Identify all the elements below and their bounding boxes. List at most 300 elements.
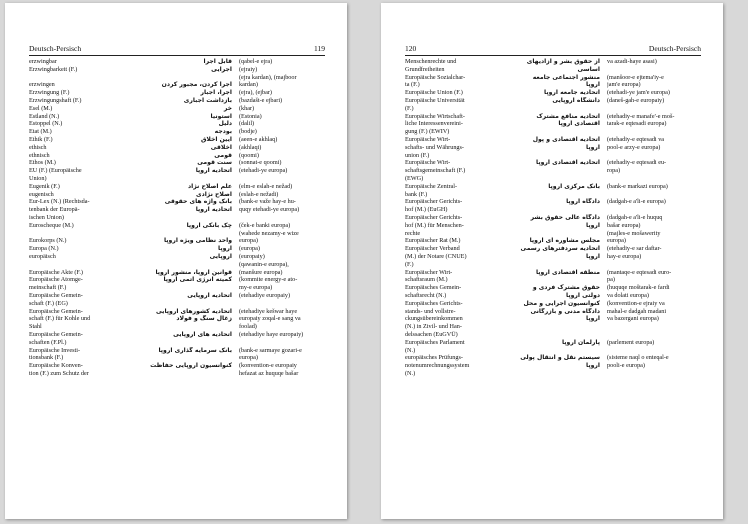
persian-term <box>136 222 232 230</box>
german-term-line: (F.) <box>405 104 414 112</box>
persian-term <box>508 183 600 191</box>
german-term <box>405 245 505 268</box>
transliteration <box>607 269 705 285</box>
transliteration <box>239 66 331 82</box>
transliteration-line: (sonnat-e qoomi) <box>239 159 282 167</box>
persian-term <box>136 120 232 128</box>
dictionary-entry <box>405 97 701 113</box>
transliteration <box>607 159 705 175</box>
german-term <box>405 214 505 237</box>
transliteration-line: va bazergani europa) <box>607 315 659 323</box>
persian-term-line: دلیل <box>218 120 232 128</box>
persian-term-line: اروپایی <box>209 253 232 260</box>
german-term <box>29 183 133 191</box>
persian-term <box>136 331 232 339</box>
persian-term <box>508 269 600 277</box>
dictionary-entry <box>405 89 701 97</box>
dictionary-entry <box>29 167 325 183</box>
persian-term-line: اتحادیه سردفترهای رسمی <box>520 245 600 253</box>
persian-term <box>136 362 232 370</box>
german-term <box>29 253 133 261</box>
german-term <box>405 237 505 245</box>
transliteration-line: (akhlaqi) <box>239 143 262 151</box>
german-term-line: Europäische Atomge- <box>29 276 83 284</box>
persian-term-line: اتحادیه های اروپایی <box>173 331 232 338</box>
transliteration-line: (wahede nezamy-e wize <box>239 229 299 237</box>
persian-term-line: اجرا، اجبار <box>200 89 232 97</box>
persian-term <box>136 269 232 277</box>
dictionary-entry <box>405 300 701 339</box>
left-page-title: Deutsch-Persisch <box>29 44 82 53</box>
german-term <box>405 113 505 136</box>
persian-term <box>508 136 600 152</box>
transliteration-line: (dalil) <box>239 120 255 128</box>
transliteration-line: (bank-e markazi europa) <box>607 182 668 190</box>
transliteration-line: europa) <box>239 354 258 362</box>
german-term-line: Europäische Wirt- <box>405 159 451 167</box>
german-term <box>29 167 133 183</box>
transliteration <box>239 89 331 97</box>
persian-term <box>508 113 600 129</box>
transliteration <box>239 81 331 89</box>
german-term-line: (N.) <box>405 346 416 354</box>
german-term-line: Europäische Wirtschaft- <box>405 112 465 120</box>
persian-term-line: اجرایی <box>211 65 232 73</box>
transliteration <box>239 292 331 300</box>
transliteration-line: (europaiy) <box>239 253 265 260</box>
persian-term <box>136 198 232 214</box>
transliteration-line: (etehadiye haye europaiy) <box>239 331 304 338</box>
persian-term-line: حقوق مشترک فردی و <box>532 284 600 292</box>
transliteration-line: (qoomi) <box>239 151 259 159</box>
transliteration <box>607 136 705 152</box>
dictionary-entry <box>29 362 325 378</box>
persian-term-line: زغال سنگ و فولاد <box>176 315 232 323</box>
transliteration-line: (etehadiye europaiy) <box>239 292 291 299</box>
german-term-line: EU (F.) (Europäische <box>29 167 82 175</box>
transliteration <box>607 183 705 191</box>
transliteration <box>239 347 331 363</box>
dictionary-entry <box>29 347 325 363</box>
persian-term-line: دادگاه عالی حقوق بشر <box>530 214 600 221</box>
transliteration <box>239 120 331 128</box>
transliteration-line: (Estonia) <box>239 112 262 120</box>
persian-term <box>136 237 232 245</box>
german-term <box>29 222 133 230</box>
persian-term <box>508 74 600 90</box>
transliteration-line: (sisteme naql o enteqal-e <box>607 354 669 362</box>
german-term-line: meinschaft (F.) <box>29 284 67 292</box>
transliteration-line: (manšure europa) <box>239 268 283 276</box>
transliteration <box>239 167 331 175</box>
transliteration-line: (eslah-e nežadi) <box>239 190 279 198</box>
transliteration <box>607 339 705 347</box>
german-term-line: (F.) <box>405 260 414 268</box>
german-term <box>405 89 505 97</box>
persian-term-line: اتحادیه منافع مشترک <box>536 112 600 120</box>
transliteration <box>607 198 705 206</box>
persian-term-line: سیستم نقل و انتقال پولی <box>520 354 600 362</box>
persian-term-line: قومی <box>214 151 232 159</box>
dictionary-entry <box>29 66 325 82</box>
persian-term <box>136 253 232 261</box>
german-term-line: notenumrechnungssystem <box>405 362 470 370</box>
german-term-line: Eurokorps (N.) <box>29 237 67 245</box>
persian-term-line: اروپا <box>586 81 600 89</box>
transliteration-line: (ejraiy) <box>239 65 258 73</box>
german-term <box>29 58 133 66</box>
german-term-line: Europäische Akte (F.) <box>29 268 83 276</box>
german-term <box>405 300 505 339</box>
persian-term <box>136 191 232 199</box>
transliteration <box>239 362 331 378</box>
german-term <box>29 269 133 277</box>
german-term-line: ethisch <box>29 143 47 151</box>
german-term-line: Europäischer Gerichts- <box>405 198 463 206</box>
german-term-line: Europäischer Verband <box>405 245 460 253</box>
dictionary-entry <box>405 237 701 245</box>
transliteration <box>239 222 331 238</box>
german-term <box>405 284 505 300</box>
dictionary-entry <box>29 269 325 277</box>
transliteration-line: (dadgah-e a'li-e huquq <box>607 214 663 221</box>
german-term-line: (EWG) <box>405 174 424 182</box>
german-term <box>29 66 133 74</box>
left-page-number: 119 <box>314 44 325 53</box>
dictionary-entry <box>29 120 325 128</box>
dictionary-entry <box>405 245 701 268</box>
transliteration-line: (etehadiye kešwar haye <box>239 307 298 315</box>
dictionary-entry <box>29 245 325 253</box>
transliteration-line: (khar) <box>239 104 255 112</box>
persian-term-line: اجرا کردن، مجبور کردن <box>161 81 232 89</box>
persian-term-line: اتحادیه اقتصادی اروپا <box>536 159 600 167</box>
german-term-line: Esel (M.) <box>29 104 53 112</box>
german-term-line: erzwingbar <box>29 58 57 65</box>
transliteration <box>239 269 331 277</box>
dictionary-entry <box>29 237 325 245</box>
transliteration-line: europa) <box>239 237 258 245</box>
german-term <box>405 269 505 285</box>
dictionary-entry <box>405 113 701 136</box>
dictionary-entry <box>29 89 325 97</box>
persian-term <box>508 159 600 167</box>
persian-term <box>508 214 600 230</box>
persian-term-line: بازداشت اجباری <box>183 97 232 104</box>
dictionary-entry <box>29 198 325 221</box>
german-term-line: tion (F.) zum Schutz der <box>29 369 89 377</box>
german-term-line: hof (M.) (EuGH) <box>405 206 448 214</box>
transliteration <box>239 308 331 331</box>
german-term <box>29 198 133 221</box>
german-term <box>29 120 133 128</box>
transliteration <box>239 128 331 136</box>
dictionary-entry <box>405 74 701 90</box>
transliteration-line: pa) <box>607 276 615 284</box>
persian-term-line: قوانین اروپا، منشور اروپا <box>155 268 232 276</box>
transliteration-line: foolad) <box>239 323 257 331</box>
persian-term-line: خر <box>223 104 232 112</box>
transliteration <box>239 97 331 105</box>
german-term <box>29 136 133 144</box>
persian-term-line: اروپا <box>586 362 600 370</box>
dictionary-entry <box>29 128 325 136</box>
transliteration-line: kardan) <box>239 81 258 89</box>
dictionary-entry <box>405 183 701 199</box>
persian-term-line: سنت قومی <box>197 159 232 167</box>
german-term-line: Ethos (M.) <box>29 159 56 167</box>
transliteration-line: tarak-e eqtesadi europa) <box>607 120 667 128</box>
transliteration <box>239 136 331 144</box>
right-page-header <box>405 43 701 56</box>
transliteration <box>607 284 705 300</box>
german-term-line: ta (F.) <box>405 81 420 89</box>
persian-term-line: بانک مرکزی اروپا <box>548 182 600 190</box>
transliteration-line: va azadi-haye asasi) <box>607 58 657 65</box>
german-term <box>29 105 133 113</box>
german-term <box>29 245 133 253</box>
german-term <box>29 331 133 347</box>
persian-term <box>508 284 600 300</box>
transliteration-line: va dolati europa) <box>607 291 649 299</box>
persian-term <box>136 152 232 160</box>
german-term <box>405 159 505 182</box>
german-term-line: ckungsübereinkommen <box>405 315 463 323</box>
german-term <box>29 191 133 199</box>
german-term-line: hof (M.) für Menschen- <box>405 221 464 229</box>
dictionary-entry <box>405 354 701 377</box>
persian-term-line: اقتصادی اروپا <box>558 120 600 128</box>
persian-term-line: اتحادیه اروپا <box>195 206 232 214</box>
german-term <box>29 362 133 378</box>
transliteration-line: (konvention-e europaiy <box>239 362 297 370</box>
german-term-line: Europa (N.) <box>29 245 59 253</box>
german-term-line: Europäische Gemein- <box>29 331 83 338</box>
persian-term-line: اروپا <box>218 245 232 253</box>
persian-term-line: اتحادیه اروپا <box>195 167 232 175</box>
persian-term <box>136 308 232 324</box>
german-term-line: ethnisch <box>29 151 50 159</box>
transliteration-line: (etehadiy-e eqtesadi eu- <box>607 159 667 167</box>
german-term-line: Erzwingung (F.) <box>29 89 70 97</box>
german-term-line: delssachen (EuGVÜ) <box>405 330 458 338</box>
persian-term <box>136 58 232 66</box>
german-term <box>405 97 505 113</box>
persian-term-line: دانشگاه اروپایی <box>552 97 600 104</box>
german-term-line: Erzwingungshaft (F.) <box>29 97 82 104</box>
transliteration <box>607 97 705 105</box>
german-term <box>29 159 133 167</box>
persian-term-line: مجلس مشاوره ای اروپا <box>529 237 600 245</box>
persian-term-line: علم اصلاح نژاد <box>188 182 232 190</box>
german-term <box>29 292 133 308</box>
persian-term <box>136 159 232 167</box>
persian-term <box>508 97 600 105</box>
transliteration <box>239 191 331 199</box>
persian-term <box>136 276 232 284</box>
transliteration <box>239 144 331 152</box>
persian-term-line: اساسی <box>577 65 600 73</box>
german-term <box>405 136 505 159</box>
dictionary-entry <box>29 144 325 152</box>
dictionary-entry <box>405 214 701 237</box>
dictionary-entry <box>29 253 325 269</box>
transliteration-line: europa) <box>607 237 626 245</box>
dictionary-entry <box>405 136 701 159</box>
transliteration <box>607 300 705 323</box>
german-term <box>29 308 133 331</box>
german-term-line: tionsbank (F.) <box>29 354 64 362</box>
german-term-line: Eugenik (F.) <box>29 182 60 190</box>
german-term-line: Europäische Zentral- <box>405 182 458 190</box>
left-page <box>5 3 347 519</box>
dictionary-entry <box>405 58 701 74</box>
transliteration <box>607 354 705 370</box>
german-term <box>29 237 133 245</box>
transliteration <box>607 58 705 66</box>
german-term-line: Europäische Sozialchar- <box>405 73 466 81</box>
transliteration-line: (kommite energy-e ato- <box>239 276 298 284</box>
german-term <box>405 198 505 214</box>
transliteration-line: (ček-e banki europa) <box>239 221 291 229</box>
transliteration <box>239 159 331 167</box>
dictionary-entry <box>405 339 701 355</box>
german-term-line: gung (F.) (EWIV) <box>405 128 450 136</box>
transliteration-line: europaiy zoqal-e sang va <box>239 315 301 323</box>
persian-term-line: کنوانسیون اجرایی و محل <box>523 299 600 307</box>
persian-term-line: اروپا <box>586 315 600 323</box>
persian-term-line: بانک سرمایه گذاری اروپا <box>158 346 232 354</box>
transliteration-line: (konvention-e ejraiy va <box>607 299 665 307</box>
german-term <box>405 354 505 377</box>
persian-term <box>136 81 232 89</box>
transliteration <box>607 89 705 97</box>
persian-term-line: اتحادیه اروپایی <box>187 292 232 299</box>
persian-term <box>508 300 600 323</box>
german-term-line: schaft (F.) für Kohle und <box>29 315 91 323</box>
transliteration-line: (manšoor-e ejtema'iy-e <box>607 73 664 81</box>
dictionary-entry <box>29 81 325 89</box>
persian-term-line: دولتی اروپا <box>566 291 600 299</box>
german-term <box>405 339 505 355</box>
dictionary-entry <box>29 105 325 113</box>
dictionary-entry <box>405 284 701 300</box>
dictionary-entry <box>29 308 325 331</box>
german-term <box>29 97 133 105</box>
dictionary-entry <box>29 159 325 167</box>
persian-term-line: بانک واژه های حقوقی <box>164 198 232 206</box>
transliteration-line: hay-e europa) <box>607 252 642 260</box>
persian-term <box>508 58 600 74</box>
persian-term-line: کمیته انرژی اتمی اروپا <box>163 276 232 284</box>
transliteration-line: (qabel-e ejra) <box>239 58 273 65</box>
transliteration-line: quqy etehadi-ye europa) <box>239 206 300 214</box>
german-term-line: Etat (M.) <box>29 128 52 136</box>
german-term-line: bank (F.) <box>405 190 428 198</box>
transliteration-line: (elm-e eslah-e nežad) <box>239 182 293 190</box>
transliteration <box>239 331 331 339</box>
persian-term-line: کنوانسیون اروپایی حفاظت <box>150 362 232 370</box>
dictionary-entry <box>29 97 325 105</box>
persian-term-line: قابل اجرا <box>203 58 232 65</box>
persian-term <box>136 183 232 191</box>
transliteration-line: (aeen-e akhlaq) <box>239 136 278 143</box>
german-term-line: stands- und vollstre- <box>405 307 456 315</box>
german-term-line: Europäischer Gerichts- <box>405 214 463 221</box>
persian-term <box>136 97 232 105</box>
german-term-line: Estoppel (N.) <box>29 120 63 128</box>
persian-term <box>136 245 232 253</box>
persian-term-line: اخلاقی <box>210 143 232 151</box>
transliteration-line: (bodje) <box>239 128 257 136</box>
persian-term <box>136 292 232 300</box>
right-page <box>381 3 723 519</box>
transliteration-line: (bank-e sarmaye gozari-e <box>239 346 302 354</box>
transliteration <box>239 105 331 113</box>
transliteration <box>239 276 331 292</box>
transliteration-line: pool-e arzy-e europa) <box>607 143 661 151</box>
persian-term <box>136 136 232 144</box>
persian-term-line: بودجه <box>214 128 232 136</box>
transliteration <box>239 152 331 160</box>
transliteration <box>607 74 705 90</box>
right-page-title: Deutsch-Persisch <box>648 44 701 53</box>
transliteration-line: (parlement europa) <box>607 338 655 346</box>
persian-term <box>136 144 232 152</box>
german-term <box>29 89 133 97</box>
german-term-line: schaften (F.Pl.) <box>29 338 67 346</box>
german-term-line: erzwingen <box>29 81 55 89</box>
german-term-line: Europäische Gemein- <box>29 292 83 299</box>
persian-term <box>136 66 232 74</box>
german-term-line: (N.) in Zivil- und Han- <box>405 323 462 331</box>
persian-term-line: اتحادیه اقتصادی و پول <box>532 136 600 143</box>
transliteration-line: (etehadiy-e manafe'-e moš- <box>607 112 675 120</box>
persian-term-line: اروپا <box>586 143 600 151</box>
persian-term <box>508 339 600 347</box>
german-term-line: Europäische Wirt- <box>405 136 451 143</box>
german-term-line: Europäisches Gemein- <box>405 284 462 292</box>
persian-term-line: دادگاه مدنی و بازرگانی <box>530 307 600 315</box>
german-term-line: Europäische Universität <box>405 97 465 104</box>
persian-term-line: اروپا <box>586 221 600 229</box>
transliteration <box>607 237 705 245</box>
dictionary-entry <box>29 292 325 308</box>
german-term-line: Stahl <box>29 323 42 331</box>
german-term-line: union (F.) <box>405 151 430 159</box>
transliteration-line: (etehadi-ye europa) <box>239 167 288 175</box>
transliteration <box>607 214 705 237</box>
german-term-line: Europäischer Rat (M.) <box>405 237 461 245</box>
transliteration <box>239 245 331 253</box>
dictionary-entry <box>29 183 325 191</box>
transliteration-line: (bank-e važe hay-e hu- <box>239 198 296 206</box>
german-term-line: Europäische Investi- <box>29 346 81 354</box>
transliteration-line: (europa) <box>239 245 260 253</box>
transliteration-line: bašar europa) <box>607 221 641 229</box>
german-term-line: Europäischer Wirt- <box>405 268 453 276</box>
german-term-line: Eur-Lex (N.) (Rechtsda- <box>29 198 90 206</box>
transliteration <box>239 113 331 121</box>
persian-term-line: اتحادیه جامعه اروپا <box>544 89 600 97</box>
german-term-line: Estland (N.) <box>29 112 60 120</box>
german-term <box>29 128 133 136</box>
transliteration-line: (etehadiy-e eqtesadi va <box>607 136 665 143</box>
german-term <box>29 347 133 363</box>
german-term-line: Europäische Union (F.) <box>405 89 463 97</box>
german-term <box>405 58 505 74</box>
transliteration-line: (huquqe moštarak-e fardi <box>607 284 670 292</box>
